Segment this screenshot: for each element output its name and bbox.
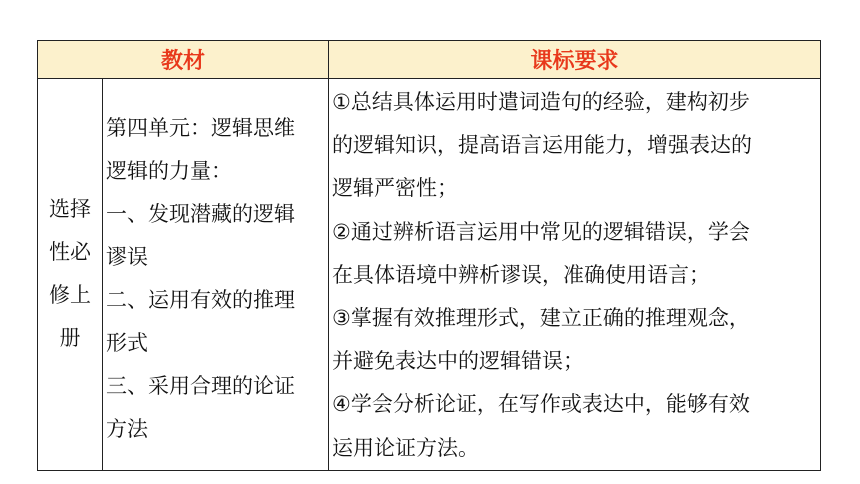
requirement-line: ③掌握有效推理形式，建立正确的推理观念， (332, 306, 750, 331)
category-cell (38, 79, 103, 471)
requirement-line: 并避免表达中的逻辑错误； (332, 349, 585, 374)
textbook-line: 谬误 (106, 245, 148, 269)
header-row (38, 41, 821, 79)
requirement-line: 运用论证方法。 (332, 435, 480, 460)
requirement-line: 逻辑严密性； (332, 176, 459, 201)
textbook-line: 方法 (106, 417, 148, 441)
textbook-line: 形式 (106, 331, 148, 355)
textbook-line: 第四单元：逻辑思维 (106, 116, 295, 140)
header-requirements: 课标要求 (329, 41, 821, 79)
requirement-line: 的逻辑知识，提高语言运用能力，增强表达的 (332, 133, 753, 158)
category-line: 选择 (49, 197, 91, 222)
category-line: 性必 (49, 240, 91, 265)
textbook-line: 一、发现潜藏的逻辑 (106, 202, 295, 226)
requirement-line: ④学会分析论证，在写作或表达中，能够有效 (332, 392, 750, 417)
requirements-cell (329, 79, 821, 471)
textbook-line: 三、采用合理的论证 (106, 374, 295, 398)
content-row (38, 79, 821, 471)
requirement-line: ②通过辨析语言运用中常见的逻辑错误，学会 (332, 219, 750, 244)
textbook-cell (103, 79, 329, 471)
curriculum-table (37, 40, 821, 471)
category-line: 册 (59, 326, 81, 351)
requirement-line: ①总结具体运用时遣词造句的经验，建构初步 (332, 90, 750, 114)
category-line: 修上 (49, 283, 91, 308)
header-textbook: 教材 (38, 41, 329, 79)
textbook-line: 逻辑的力量： (106, 159, 232, 183)
requirement-line: 在具体语境中辨析谬误，准确使用语言； (332, 262, 711, 287)
textbook-line: 二、运用有效的推理 (106, 288, 295, 312)
